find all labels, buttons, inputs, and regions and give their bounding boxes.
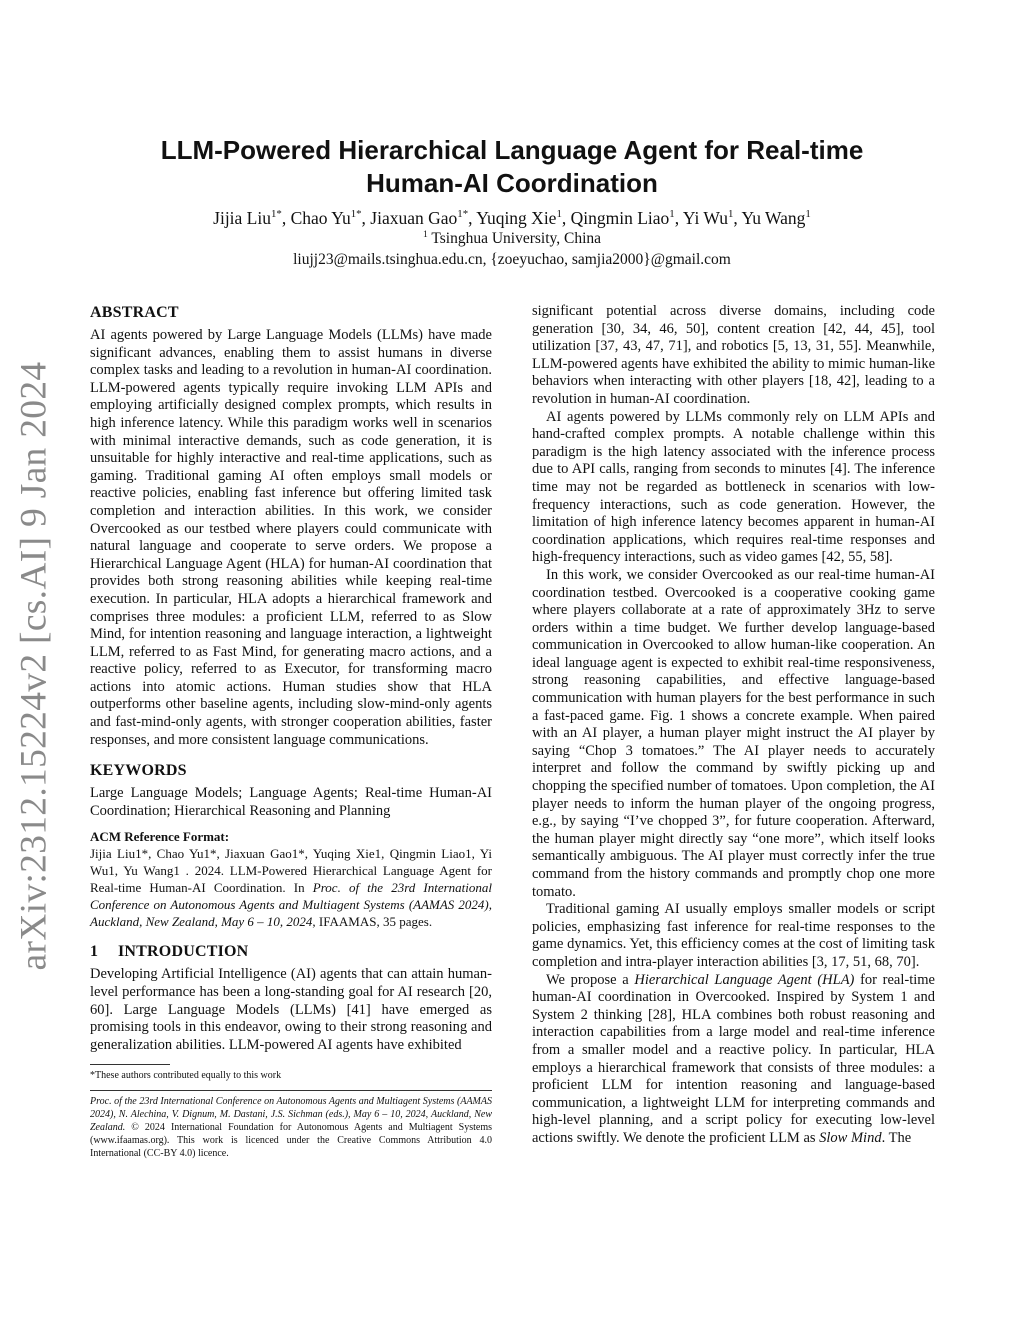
section-title: INTRODUCTION	[118, 943, 249, 961]
keywords-heading: KEYWORDS	[90, 762, 187, 780]
acm-reference-tail: , IFAAMAS, 35 pages.	[312, 914, 433, 930]
section-number: 1	[90, 943, 99, 961]
acm-reference-authors: Jijia Liu1*, Chao Yu1*, Jiaxuan Gao1*, Yuqing Xie1, Qingmin Liao1, Yi Wu1, Yu Wang1	[90, 846, 492, 879]
body-paragraph	[532, 972, 935, 1148]
acm-reference-heading: ACM Reference Format:	[90, 829, 230, 845]
right-column	[532, 303, 935, 1148]
author-emails: liujj23@mails.tsinghua.edu.cn, {zoeyuchao, samjia2000}@gmail.com	[293, 251, 731, 268]
author-mark: 1	[556, 208, 562, 221]
permission-italic: Proc. of the 23rd International Conference on Autonomous Agents and Multiagent Systems (AAMAS 2024), N. Alechina, V. Dignum, M. Dastani, J.S. Sichman (eds.), May 6 – 10, 2024, Auckland, New Zealand.	[90, 1096, 492, 1134]
author-list: Jijia Liu$^{1*}$, Chao $Yu^{1*}$, Jiaxuan Gao$^{1*}$, Yuqing Xie$^1$, Qingmin Liao$^1$, Yi Wu$^1$, Yu Wang$^1$	[213, 208, 811, 228]
title-line-1: LLM-Powered Hierarchical Language Agent for Real-time	[160, 135, 864, 165]
author-mark: 1*	[350, 208, 362, 221]
left-column	[90, 303, 492, 1160]
author-name: Yuqing Xie	[476, 208, 557, 228]
introduction-heading	[90, 942, 492, 962]
author-mark: 1	[805, 208, 811, 221]
permission-rule	[90, 1090, 492, 1091]
acm-reference-citation: . 2024. LLM-Powered Hierarchical Language Agent for Real-time Human-AI Coordination. In	[90, 863, 492, 896]
paper-header	[90, 134, 934, 270]
keywords-text: Large Language Models; Language Agents; Real-time Human-AI Coordination; Hierarchical Reasoning and Planning	[90, 785, 492, 819]
title-line-2: Human-AI Coordination	[366, 168, 658, 198]
author-mark: 1*	[457, 208, 469, 221]
body-paragraph: significant potential across diverse domains, including code generation [30, 34, 46, 50], content creation [42, 44, 45], tool utilization [37, 43, 47, 71], and robotics [5, 13, 31, 55]. Meanwhile, LLM-powered agents have exhibited the ability to mimic human-like behaviors when interacting with other players [18, 42], leading to a revolution in human-AI coordination.	[532, 303, 935, 407]
body-text: We propose a	[546, 971, 635, 988]
arxiv-identifier-text: arXiv:2312.15224v2 [cs.AI] 9 Jan 2024	[13, 361, 55, 971]
author-name: Yi Wu	[682, 208, 728, 228]
affiliation-mark: 1	[422, 228, 428, 240]
affiliation	[90, 229, 934, 249]
author-name: Chao Yu	[290, 208, 351, 228]
body-paragraph: Traditional gaming AI usually employs smaller models or script policies, emphasizing fast inference for real-time responses to the game dynamics. Yet, this efficiency comes at the cost of limiting task completion and intra-player interaction abilities [3, 17, 51, 68, 70].	[532, 901, 935, 970]
body-paragraph: In this work, we consider Overcooked as our real-time human-AI coordination testbed. Overcooked is a cooperative cooking game where players collaborate at a rate of approximately 3Hz to serve orders within a time budget. We further develop language-based communication in Overcooked to allow human-like cooperation. An ideal language agent is expected to exhibit real-time responsiveness, strong reasoning capabilities, and effective language-based communication with human players for the best performance in such a fast-paced game. Fig. 1 shows a concrete example. When paired with an AI player, a human player might instruct the AI player by saying “Chop 3 tomatoes.” The AI player needs to accurately interpret and follow the command by swiftly picking up and chopping the specified number of tomatoes. Upon completion, the AI player needs to inform the human player of the ongoing progress, e.g., by saying “I’ve chopped 3”, for future cooperation. Afterward, the human player might directly say “one more”, which itself looks semantically ambiguous. The AI player must correctly infer the true command from the history commands and promptly chop one more tomato.	[532, 566, 935, 900]
introduction-paragraph: Developing Artificial Intelligence (AI) agents that can attain human-level performance has been a long-standing goal for AI research [20, 60]. Large Language Models (LLMs) [41] have emerged as promising tools in this endeavor, owing to their strong reasoning and generalization abilities. LLM-powered AI agents have exhibited	[90, 966, 492, 1053]
permission-plain: © 2024 International Foundation for Autonomous Agents and Multiagent Systems (www.ifaamas.org). This work is licenced under the Creative Commons Attribution 4.0 International (CC-BY 4.0) licence.	[90, 1122, 492, 1160]
body-text: . The	[881, 1129, 912, 1146]
author-name: Yu Wang	[741, 208, 806, 228]
abstract-text: AI agents powered by Large Language Models (LLMs) have made significant advances, enabling them to assist humans in diverse complex tasks and leading to a revolution in human-AI coordination. LLM-powered agents typically require invoking LLM APIs and employing artificially designed complex prompts, which results in high inference latency. While this paradigm works well in scenarios with minimal interactive demands, such as code generation, it is unsuitable for highly interactive and real-time applications, such as gaming. Traditional gaming AI often employs small models or reactive policies, enabling fast inference but offering limited task completion and interaction abilities. In this work, we consider Overcooked as our testbed where players could communicate with natural language and cooperate to serve orders. We propose a Hierarchical Language Agent (HLA) for human-AI coordination that provides both strong reasoning abilities while keeping real-time execution. In particular, HLA adopts a hierarchical framework and comprises three modules: a proficient LLM, referred to as Slow Mind, for intention reasoning and language interaction, a lightweight LLM, referred to as Fast Mind, for generating macro actions, and a reactive policy, referred to as Executor, for transforming macro actions into atomic actions. Human studies show that HLA outperforms other baseline agents, including slow-mind-only agents and fast-mind-only agents, with stronger cooperation abilities, faster responses, and more consistent language communications.	[90, 327, 492, 748]
paper-title	[90, 134, 934, 200]
footnote-rule	[90, 1064, 170, 1065]
arxiv-identifier	[4, 361, 64, 971]
body-italic: Slow Mind	[819, 1129, 882, 1146]
affiliation-text: Tsinghua University, China	[427, 230, 602, 247]
body-italic: Hierarchical Language Agent (HLA)	[634, 971, 855, 988]
footnote: *These authors contributed equally to this work	[90, 1070, 282, 1082]
permission-block	[90, 1095, 492, 1160]
author-mark: 1	[669, 208, 675, 221]
body-text: for real-time human-AI coordination in Overcooked. Inspired by System 1 and System 2 thinking [28], HLA combines both robust reasoning and interaction capabilities from a large model and real-time inference from a smaller model and a reactive policy. In particular, HLA employs a hierarchical framework that consists of three modules: a proficient LLM for intention reasoning and language-based communication, a lightweight LLM for interpreting commands and high-level planning, and a script policy for executing low-level actions swiftly. We denote the proficient LLM as	[532, 971, 935, 1146]
acm-reference-venue: Proc. of the 23rd International Conference on Autonomous Agents and Multiagent Systems (AAMAS 2024), Auckland, New Zealand, May 6 – 10, 2024	[90, 880, 493, 930]
body-paragraph: AI agents powered by LLMs commonly rely on LLM APIs and hand-crafted complex prompts. A notable challenge within this paradigm is the high latency associated with the inference process due to API calls, ranging from seconds to minutes [4]. The inference time may not be regarded as bottleneck in scenarios with low-frequency interactions, such as code generation. However, the limitation of high inference latency becomes apparent in human-AI coordination applications, which requires real-time responses and high-frequency interactions, such as video games [42, 55, 58].	[532, 408, 935, 566]
acm-reference-text	[90, 845, 492, 930]
abstract-heading: ABSTRACT	[90, 304, 179, 321]
author-name: Jiaxuan Gao	[370, 208, 458, 228]
author-name: Jijia Liu	[213, 208, 271, 228]
author-name: Qingmin Liao	[570, 208, 670, 228]
author-mark: 1*	[270, 208, 282, 221]
author-mark: 1	[728, 208, 734, 221]
